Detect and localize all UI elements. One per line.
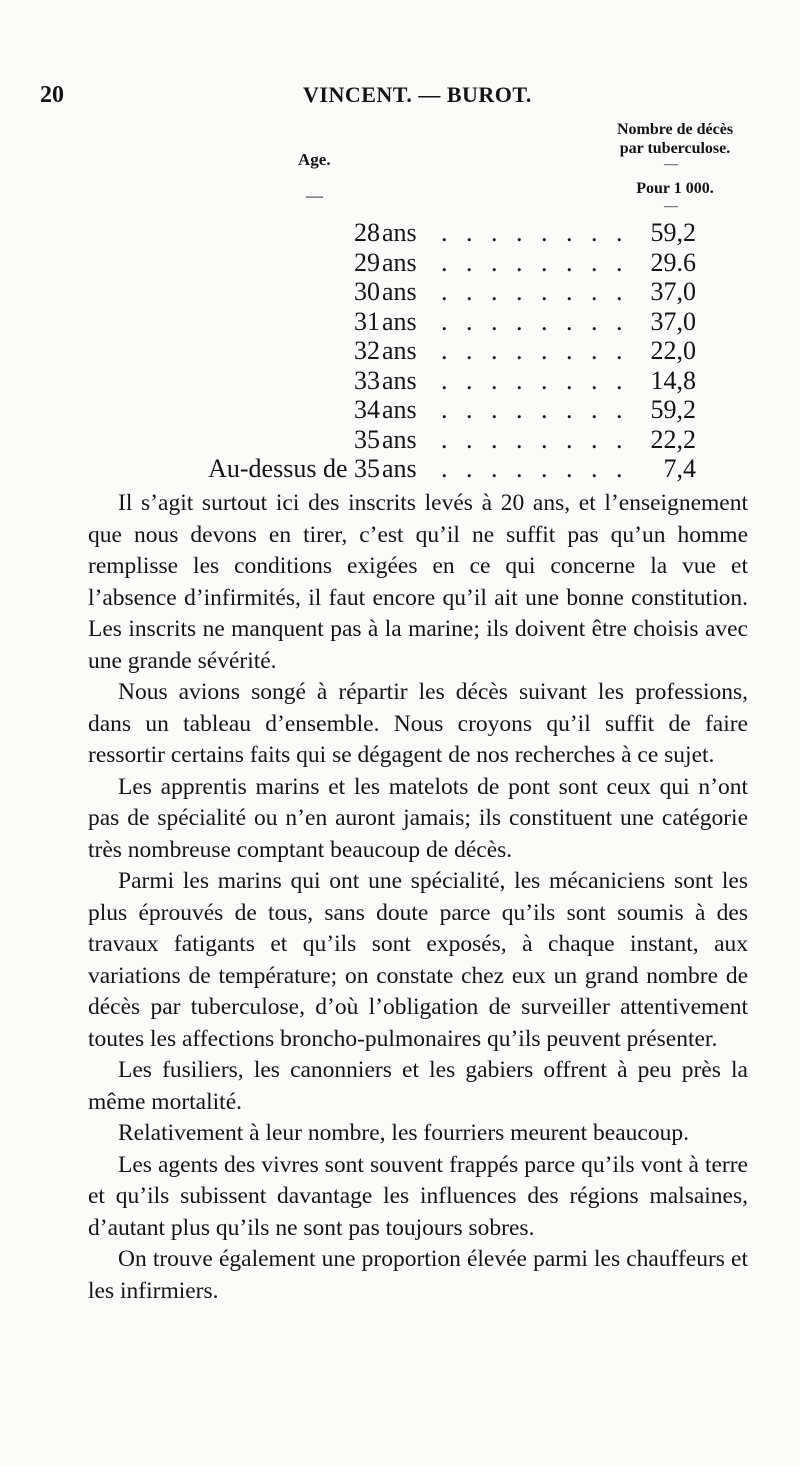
- paragraph: Relativement à leur nombre, les fourriers meurent beaucoup.: [118, 1120, 689, 1146]
- paragraph: Les fusiliers, les canonniers et les gabiers offrent à peu près la même mortalité.: [88, 1057, 748, 1115]
- age-label: 34: [354, 395, 380, 424]
- paragraph: Il s’agit surtout ici des inscrits levés à 20 ans, et l’enseignement que nous devons en tirer, c’est qu’il ne suffit pas qu’un homme remplisse les conditions exigées en ce qui concerne la vue et l’absence d’infirmités, il faut encore qu’il ait une bonne constitution. Les inscrits ne manquent pas à la marine; ils doivent être choisis avec une grande sévérité.: [88, 490, 748, 674]
- age-label: 35: [354, 424, 380, 454]
- column-header-age: Age.: [298, 150, 331, 169]
- leader-dots: . . . . . . . .: [441, 424, 629, 454]
- leader-dots: . . . . . . . .: [441, 306, 629, 336]
- age-unit: ans: [382, 306, 417, 336]
- paragraph: On trouve également une proportion élevée parmi les chauffeurs et les infirmiers.: [88, 1246, 748, 1304]
- death-rate-value: 7,4: [663, 454, 696, 483]
- column-header-unit: Pour 1 000.: [636, 180, 714, 197]
- death-rate-value: 29.6: [650, 247, 696, 277]
- death-rate-value: 14,8: [650, 365, 696, 395]
- leader-dots: . . . . . . . .: [441, 336, 629, 365]
- age-unit: ans: [382, 365, 417, 395]
- death-rate-value: 37,0: [650, 306, 696, 336]
- age-unit: ans: [382, 247, 417, 277]
- leader-dots: . . . . . . . .: [441, 277, 629, 306]
- column-header-deaths-line2: par tuberculose.: [619, 140, 731, 157]
- table-row: [100, 454, 740, 484]
- leader-dots: . . . . . . . .: [441, 454, 629, 483]
- death-rate-value: 59,2: [650, 395, 696, 424]
- table-row: [100, 248, 740, 278]
- paragraph: Les agents des vivres sont souvent frappés parce qu’ils vont à terre et qu’ils subissent davantage les influences des régions malsaines, d’autant plus qu’ils ne sont pas toujours sobres.: [88, 1151, 748, 1241]
- age-unit: ans: [382, 424, 417, 454]
- age-label: 33: [354, 365, 380, 395]
- leader-dots: . . . . . . . .: [441, 218, 629, 247]
- age-label: 32: [354, 336, 380, 365]
- page-header: [40, 82, 760, 118]
- page-number: 20: [40, 82, 64, 108]
- column-header-deaths-dash: —: [664, 157, 678, 172]
- age-unit: ans: [382, 336, 417, 365]
- age-label: 29: [354, 247, 380, 277]
- mortality-table: [100, 218, 740, 484]
- table-row: [100, 218, 740, 248]
- running-head: VINCENT. — BUROT.: [303, 82, 532, 107]
- age-label: 30: [354, 277, 380, 306]
- death-rate-value: 22,2: [650, 424, 696, 454]
- table-row: [100, 425, 740, 455]
- table-row: [100, 395, 740, 425]
- paragraph: Les apprentis marins et les matelots de pont sont ceux qui n’ont pas de spécialité ou n’en auront jamais; ils constituent une catégorie très nombreuse comptant beaucoup de décès.: [88, 773, 748, 863]
- leader-dots: . . . . . . . .: [441, 395, 629, 424]
- paragraph: Nous avions songé à répartir les décès suivant les professions, dans un tableau d’ensemble. Nous croyons qu’il suffit de faire ressortir certains faits qui se dégagent de nos recherches à ce sujet.: [88, 679, 748, 768]
- death-rate-value: 37,0: [650, 277, 696, 306]
- age-label: 31: [354, 306, 380, 336]
- leader-dots: . . . . . . . .: [441, 365, 629, 395]
- age-label: 28: [354, 218, 380, 247]
- column-header-deaths: [580, 120, 770, 158]
- age-unit: ans: [382, 395, 417, 424]
- body-text: [88, 488, 748, 1307]
- death-rate-value: 22,0: [650, 336, 696, 365]
- table-row: [100, 307, 740, 337]
- column-header-unit-dash: —: [664, 199, 678, 214]
- paragraph: Parmi les marins qui ont une spécialité, les mécaniciens sont les plus éprouvés de tous, sans doute parce qu’ils sont soumis à des travaux fatigants et qu’ils sont exposés, à chaque instant, aux variations de température; on constate chez eux un grand nombre de décès par tuberculose, d’où l’obligation de surveiller attentivement toutes les affections broncho-pulmonaires qu’ils peuvent présenter.: [88, 868, 748, 1052]
- age-unit: ans: [382, 454, 417, 483]
- age-unit: ans: [382, 218, 417, 247]
- death-rate-value: 59,2: [650, 218, 696, 247]
- table-row: [100, 366, 740, 396]
- column-header-age-dash: —: [306, 186, 323, 205]
- table-row: [100, 277, 740, 307]
- age-unit: ans: [382, 277, 417, 306]
- table-row: [100, 336, 740, 366]
- column-header-deaths-line1: Nombre de décès: [616, 121, 734, 138]
- age-label: Au-dessus de 35: [208, 454, 380, 483]
- leader-dots: . . . . . . . .: [441, 247, 629, 277]
